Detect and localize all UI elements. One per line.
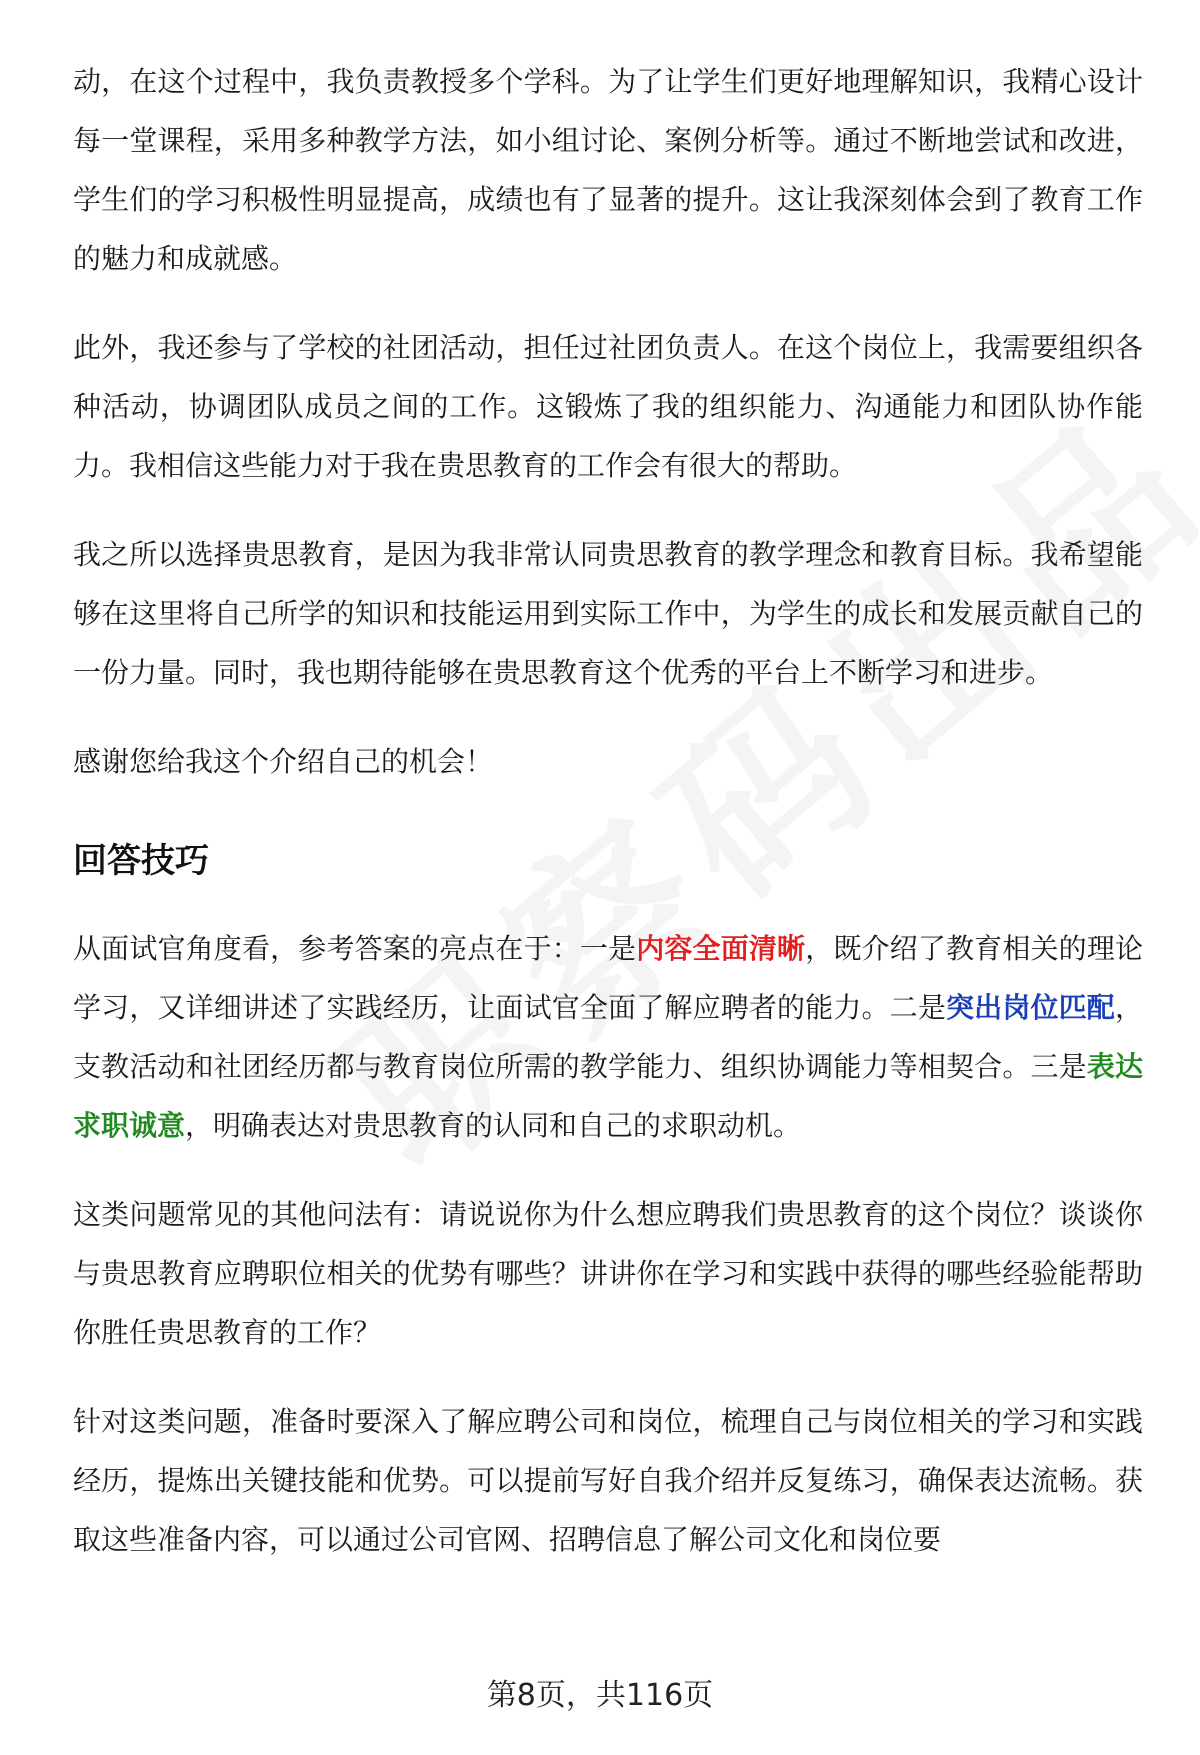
paragraph-preparation: 针对这类问题，准备时要深入了解应聘公司和岗位，梳理自己与岗位相关的学习和实践经历，提炼出关键技能和优势。可以提前写好自我介绍并反复练习，确保表达流畅。获取这些准备内容，可以通过公司官网、招聘信息了解公司文化和岗位要 xyxy=(73,1405,1143,1556)
document-body xyxy=(73,52,1143,1599)
section-heading: 回答技巧 xyxy=(73,841,209,881)
paragraph-thanks: 感谢您给我这个介绍自己的机会！ xyxy=(73,745,494,778)
page-number: 第8页，共116页 xyxy=(486,1678,714,1713)
highlight-sincerity: 表达求职诚意 xyxy=(73,1050,1143,1142)
highlight-content-clear: 内容全面清晰 xyxy=(636,932,806,965)
tips-text-1: 从面试官角度看，参考答案的亮点在于：一是 xyxy=(73,932,637,965)
paragraph-teaching: 动，在这个过程中，我负责教授多个学科。为了让学生们更好地理解知识，我精心设计每一堂课程，采用多种教学方法，如小组讨论、案例分析等。通过不断地尝试和改进，学生们的学习积极性明显提高，成绩也有了显著的提升。这让我深刻体会到了教育工作的魅力和成就感。 xyxy=(73,65,1143,275)
paragraph-motivation: 我之所以选择贵思教育，是因为我非常认同贵思教育的教学理念和教育目标。我希望能够在这里将自己所学的知识和技能运用到实际工作中，为学生的成长和发展贡献自己的一份力量。同时，我也期待能够在贵思教育这个优秀的平台上不断学习和进步。 xyxy=(73,538,1143,689)
paragraph-tips xyxy=(73,919,1143,1155)
paragraph-club: 此外，我还参与了学校的社团活动，担任过社团负责人。在这个岗位上，我需要组织各种活动，协调团队成员之间的工作。这锻炼了我的组织能力、沟通能力和团队协作能力。我相信这些能力对于我在贵思教育的工作会有很大的帮助。 xyxy=(73,331,1143,482)
tips-text-4: ，明确表达对贵思教育的认同和自己的求职动机。 xyxy=(185,1109,802,1142)
highlight-job-match: 突出岗位匹配 xyxy=(946,991,1115,1024)
paragraph-other-questions: 这类问题常见的其他问法有：请说说你为什么想应聘我们贵思教育的这个岗位？谈谈你与贵思教育应聘职位相关的优势有哪些？讲讲你在学习和实践中获得的哪些经验能帮助你胜任贵思教育的工作？ xyxy=(73,1198,1143,1349)
tips-text-2: ，既介绍了教育相关的理论学习，又详细讲述了实践经历，让面试官全面了解应聘者的能力。二是 xyxy=(73,932,1143,1024)
tips-text-3: ，支教活动和社团经历都与教育岗位所需的教学能力、组织协调能力等相契合。三是 xyxy=(73,991,1143,1083)
